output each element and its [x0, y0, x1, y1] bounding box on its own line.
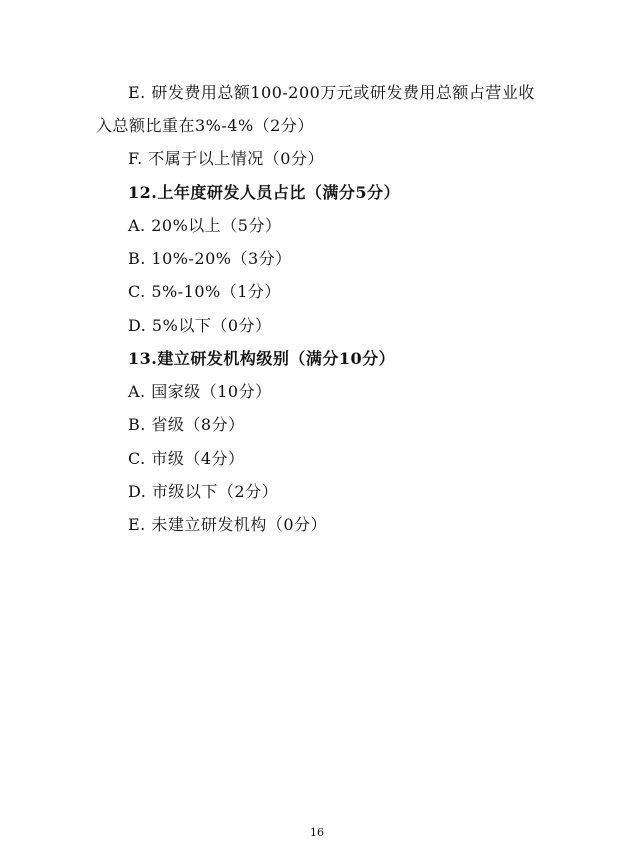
question-12-heading: 12.上年度研发人员占比（满分5分） — [128, 183, 400, 202]
question-13-option-a: A. 国家级（10分） — [128, 382, 272, 401]
option-e-line-1: E. 研发费用总额100-200万元或研发费用总额占营业收 — [128, 83, 535, 102]
question-13-option-c: C. 市级（4分） — [128, 449, 245, 468]
question-13-heading: 13.建立研发机构级别（满分10分） — [128, 349, 396, 368]
question-13-option-e: E. 未建立研发机构（0分） — [128, 515, 328, 534]
question-12-option-d: D. 5%以下（0分） — [128, 316, 272, 335]
question-13-option-b: B. 省级（8分） — [128, 415, 245, 434]
page-number: 16 — [310, 826, 324, 839]
option-f: F. 不属于以上情况（0分） — [128, 149, 324, 168]
question-12-option-a: A. 20%以上（5分） — [128, 216, 282, 235]
question-12-option-c: C. 5%-10%（1分） — [128, 282, 281, 301]
question-13-option-d: D. 市级以下（2分） — [128, 482, 279, 501]
question-12-option-b: B. 10%-20%（3分） — [128, 249, 292, 268]
option-e-line-2: 入总额比重在3%-4%（2分） — [96, 116, 314, 135]
